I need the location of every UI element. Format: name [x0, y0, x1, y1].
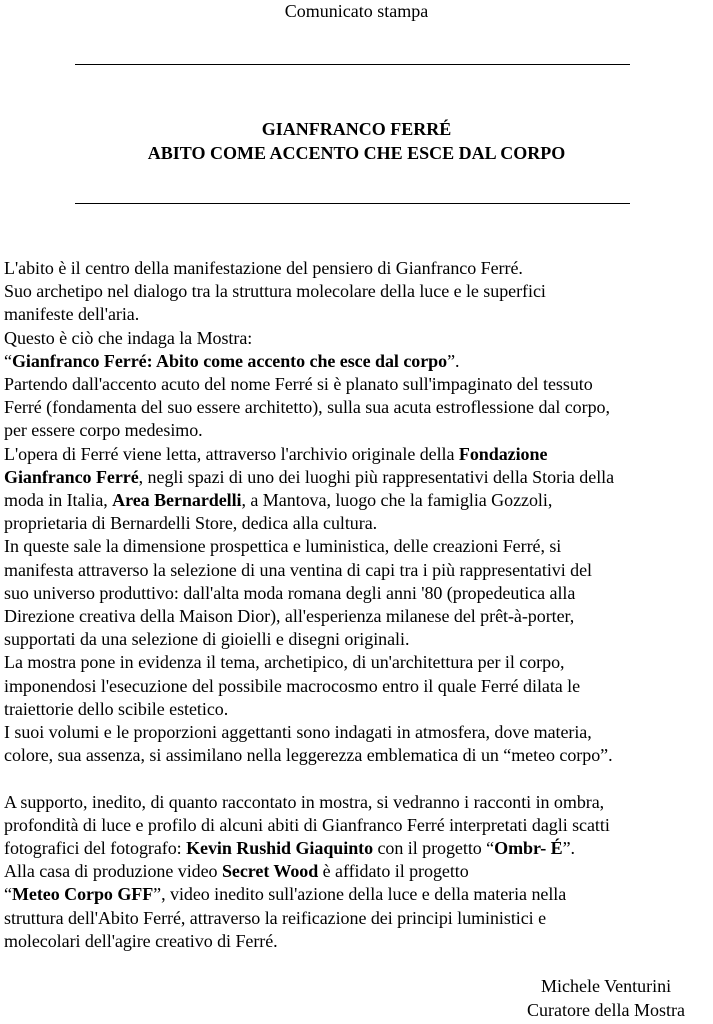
- document-title-line-2: ABITO COME ACCENTO CHE ESCE DAL CORPO: [147, 143, 566, 163]
- text-fragment: moda in Italia,: [4, 490, 113, 511]
- video-project-name: Meteo Corpo GFF: [11, 884, 154, 905]
- top-divider: [75, 64, 630, 65]
- text-fragment: “: [4, 884, 12, 905]
- signature-block: [527, 974, 685, 1022]
- body-line: Partendo dall'accento acuto del nome Ferré si è planato sull'impaginato del tessuto: [4, 374, 593, 395]
- text-fragment: fotografici del fotografo:: [4, 838, 187, 859]
- document-header-label: Comunicato stampa: [284, 1, 429, 21]
- body-line: [4, 883, 709, 906]
- text-fragment: è affidato il progetto: [318, 861, 469, 882]
- body-line: struttura dell'Abito Ferré, attraverso la reificazione dei principi luministici e: [4, 907, 547, 928]
- body-line: proprietaria di Bernardelli Store, dedica alla cultura.: [4, 513, 378, 534]
- venue-name: Area Bernardelli: [112, 490, 242, 511]
- photo-project-name: Ombr- É: [494, 838, 563, 859]
- text-fragment: ”.: [562, 838, 575, 859]
- bottom-divider: [75, 203, 630, 204]
- body-line: supportati da una selezione di gioielli e disegni originali.: [4, 629, 410, 650]
- quote-open: “: [4, 350, 12, 371]
- body-line: [4, 860, 709, 883]
- body-line: La mostra pone in evidenza il tema, archetipico, di un'architettura per il corpo,: [4, 652, 565, 673]
- body-line: Ferré (fondamenta del suo essere architetto), sulla sua acuta estroflessione dal corpo,: [4, 397, 610, 418]
- body-line: molecolari dell'agire creativo di Ferré.: [4, 930, 278, 951]
- body-line: [4, 489, 709, 512]
- text-fragment: , a Mantova, luogo che la famiglia Gozzoli,: [241, 490, 553, 511]
- body-line: [4, 837, 709, 860]
- signature-role: Curatore della Mostra: [527, 1000, 685, 1020]
- text-fragment: ”, video inedito sull'azione della luce e della materia nella: [153, 884, 567, 905]
- quote-close: ”.: [447, 350, 460, 371]
- body-line: Questo è ciò che indaga la Mostra:: [4, 327, 253, 348]
- text-fragment: L'opera di Ferré viene letta, attraverso l'archivio originale della: [4, 443, 459, 464]
- body-line: imponendosi l'esecuzione del possibile macrocosmo entro il quale Ferré dilata le: [4, 675, 581, 696]
- body-line: [4, 443, 709, 466]
- paragraph-spacer: [4, 767, 709, 790]
- body-line: colore, sua assenza, si assimilano nella leggerezza emblematica di un “meteo corpo”.: [4, 745, 613, 766]
- body-line: suo universo produttivo: dall'alta moda romana degli anni '80 (propedeutica alla: [4, 582, 576, 603]
- foundation-name-part-2: Gianfranco Ferré: [4, 466, 139, 487]
- document-body: [4, 257, 709, 953]
- text-fragment: Alla casa di produzione video: [4, 861, 222, 882]
- body-line: Suo archetipo nel dialogo tra la struttura molecolare della luce e le superfici: [4, 281, 546, 302]
- body-line: Direzione creativa della Maison Dior), all'esperienza milanese del prêt-à-porter,: [4, 606, 575, 627]
- exhibition-title: Gianfranco Ferré: Abito come accento che esce dal corpo: [11, 350, 448, 371]
- body-line: traiettorie dello scibile estetico.: [4, 698, 229, 719]
- body-line: per essere corpo medesimo.: [4, 420, 203, 441]
- body-line: manifesta attraverso la selezione di una ventina di capi tra i più rappresentativi del: [4, 559, 592, 580]
- body-line: L'abito è il centro della manifestazione del pensiero di Gianfranco Ferré.: [4, 258, 523, 278]
- photographer-name: Kevin Rushid Giaquinto: [186, 838, 374, 859]
- signature-name: Michele Venturini: [540, 976, 672, 996]
- text-fragment: , negli spazi di uno dei luoghi più rappresentativi della Storia della: [138, 466, 615, 487]
- foundation-name-part-1: Fondazione: [458, 443, 548, 464]
- production-company-name: Secret Wood: [221, 861, 319, 882]
- body-line: profondità di luce e profilo di alcuni abiti di Gianfranco Ferré interpretati dagli scatti: [4, 814, 610, 835]
- body-line: manifeste dell'aria.: [4, 304, 140, 325]
- document-title-line-1: GIANFRANCO FERRÉ: [261, 119, 452, 139]
- body-line: A supporto, inedito, di quanto raccontato in mostra, si vedranno i racconti in ombra,: [4, 791, 605, 812]
- body-line: I suoi volumi e le proporzioni aggettanti sono indagati in atmosfera, dove materia,: [4, 722, 592, 743]
- body-line: [4, 466, 709, 489]
- text-fragment: con il progetto “: [373, 838, 495, 859]
- body-line: In queste sale la dimensione prospettica e luministica, delle creazioni Ferré, si: [4, 536, 562, 557]
- exhibition-title-line: [4, 350, 709, 373]
